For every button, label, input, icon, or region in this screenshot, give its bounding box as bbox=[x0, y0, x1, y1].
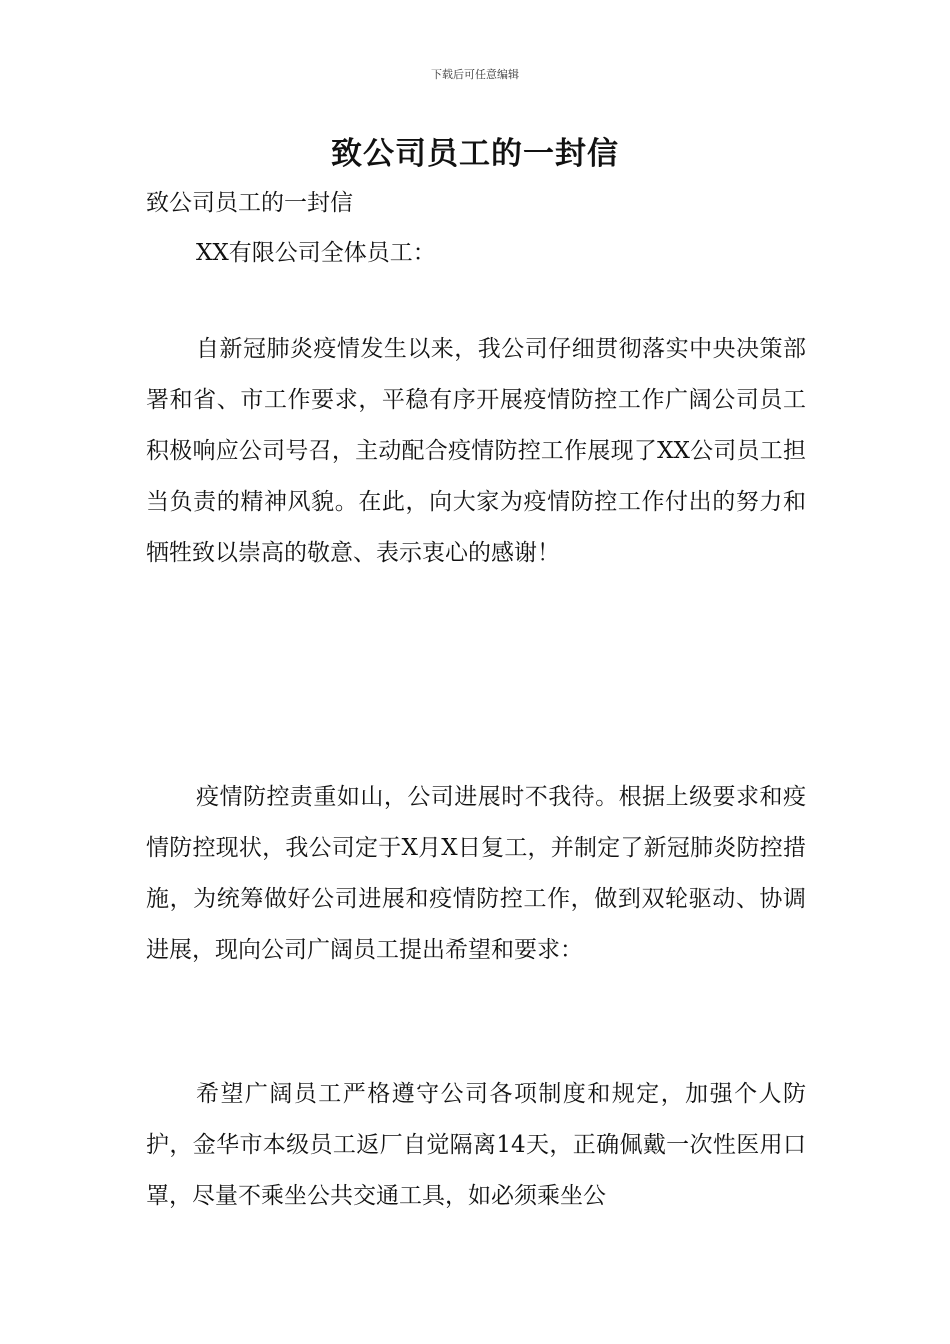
paragraph-requirements: 希望广阔员工严格遵守公司各项制度和规定，加强个人防护，金华市本级员工返厂自觉隔离14天，正确佩戴一次性医用口罩，尽量不乘坐公共交通工具，如必须乘坐公 bbox=[146, 1081, 806, 1209]
salutation: XX有限公司全体员工： bbox=[196, 240, 436, 266]
paragraph-resumption: 疫情防控责重如山，公司进展时不我待。根据上级要求和疫情防控现状，我公司定于X月X日复工，并制定了新冠肺炎防控措施，为统筹做好公司进展和疫情防控工作，做到双轮驱动、协调进展，现向公司广阔员工提出希望和要求： bbox=[146, 784, 806, 963]
paragraph-gratitude: 自新冠肺炎疫情发生以来，我公司仔细贯彻落实中央决策部署和省、市工作要求，平稳有序开展疫情防控工作广阔公司员工积极响应公司号召，主动配合疫情防控工作展现了XX公司员工担当负责的精神风貌。在此，向大家为疫情防控工作付出的努力和牺牲致以崇高的敬意、表示衷心的感谢！ bbox=[146, 336, 806, 566]
header-note: 下载后可任意编辑 bbox=[431, 68, 519, 81]
document-subtitle: 致公司员工的一封信 bbox=[146, 190, 353, 216]
document-title: 致公司员工的一封信 bbox=[331, 136, 619, 172]
